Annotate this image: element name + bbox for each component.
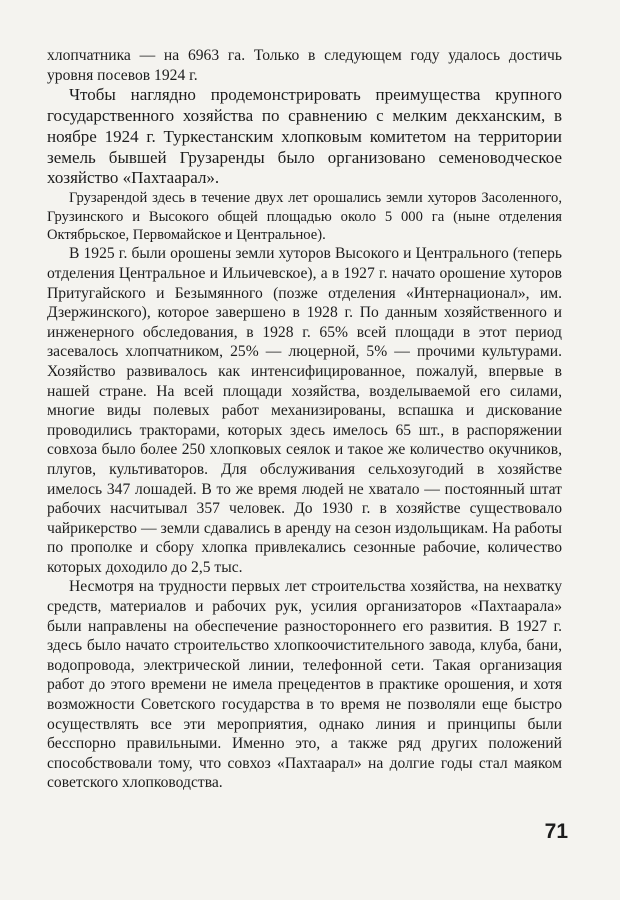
paragraph-gruzarenda: Грузарендой здесь в течение двух лет орошались земли хуторов Засоленного, Грузинского и Высокого общей площадью около 5 000 га (ныне отделения Октябрьское, Первомайское и Центральное). [47, 190, 562, 243]
paragraph-construction: Несмотря на трудности первых лет строительства хозяйства, на нехватку средств, материалов и рабочих рук, усилия организаторов «Пахтаарала» были направлены на обеспечение разностороннего его развития. В 1927 г. здесь было начато строительство хлопкоочистительного завода, клуба, бани, водопровода, электрической линии, телефонной сети. Такая организация работ до этого времени не имела прецедентов в практике орошения, и хотя возможности Советского государства в то время не позволяли еще быстро осуществлять все эти мероприятия, однако линия и принципы были бесспорно правильными. Именно это, а также ряд других положений способствовали тому, что совхоз «Пахтаарал» на долгие годы стал маяком советского хлопководства. [47, 578, 562, 792]
page-number: 71 [544, 820, 568, 843]
body-text [47, 46, 562, 793]
paragraph-continuation: хлопчатника — на 6963 га. Только в следующем году удалось достичь уровня посевов 1924 г. [47, 47, 562, 84]
paragraph-irrigation-1925: В 1925 г. были орошены земли хуторов Высокого и Центрального (теперь отделения Центральное и Ильичевское), а в 1927 г. начато орошение хуторов Притугайского и Безымянного (позже отделения «Интернационал», им. Дзержинского), которое завершено в 1928 г. По данным хозяйственного и инженерного обследования, в 1928 г. 65% всей площади в этот период засевалось хлопчатником, 25% — люцерной, 5% — прочими культурами. Хозяйство развивалось как интенсифицированное, пожалуй, впервые в нашей стране. На всей площади хозяйства, возделываемой его силами, многие виды полевых работ механизированы, вспашка и дискование проводились тракторами, которых здесь имелось 65 шт., в распоряжении совхоза было более 250 хлопковых сеялок и такое же количество окучников, плугов, культиваторов. Для обслуживания сельхозугодий в хозяйстве имелось 347 лошадей. В то же время людей не хватало — постоянный штат рабочих насчитывал 357 человек. До 1930 г. в хозяйстве существовало чайрикерство — земли сдавались в аренду на сезон издольщикам. На работы по прополке и сбору хлопка привлекались сезонные рабочие, количество которых доходило до 2,5 тыс. [47, 245, 562, 576]
paragraph-pakhtaaral-founding: Чтобы наглядно продемонстрировать преимущества крупного государственного хозяйства по сравнению с мелким декханским, в ноябре 1924 г. Туркестанским хлопковым комитетом на территории земель бывшей Грузаренды было организовано семеноводческое хозяйство «Пахтаарал». [47, 85, 562, 188]
